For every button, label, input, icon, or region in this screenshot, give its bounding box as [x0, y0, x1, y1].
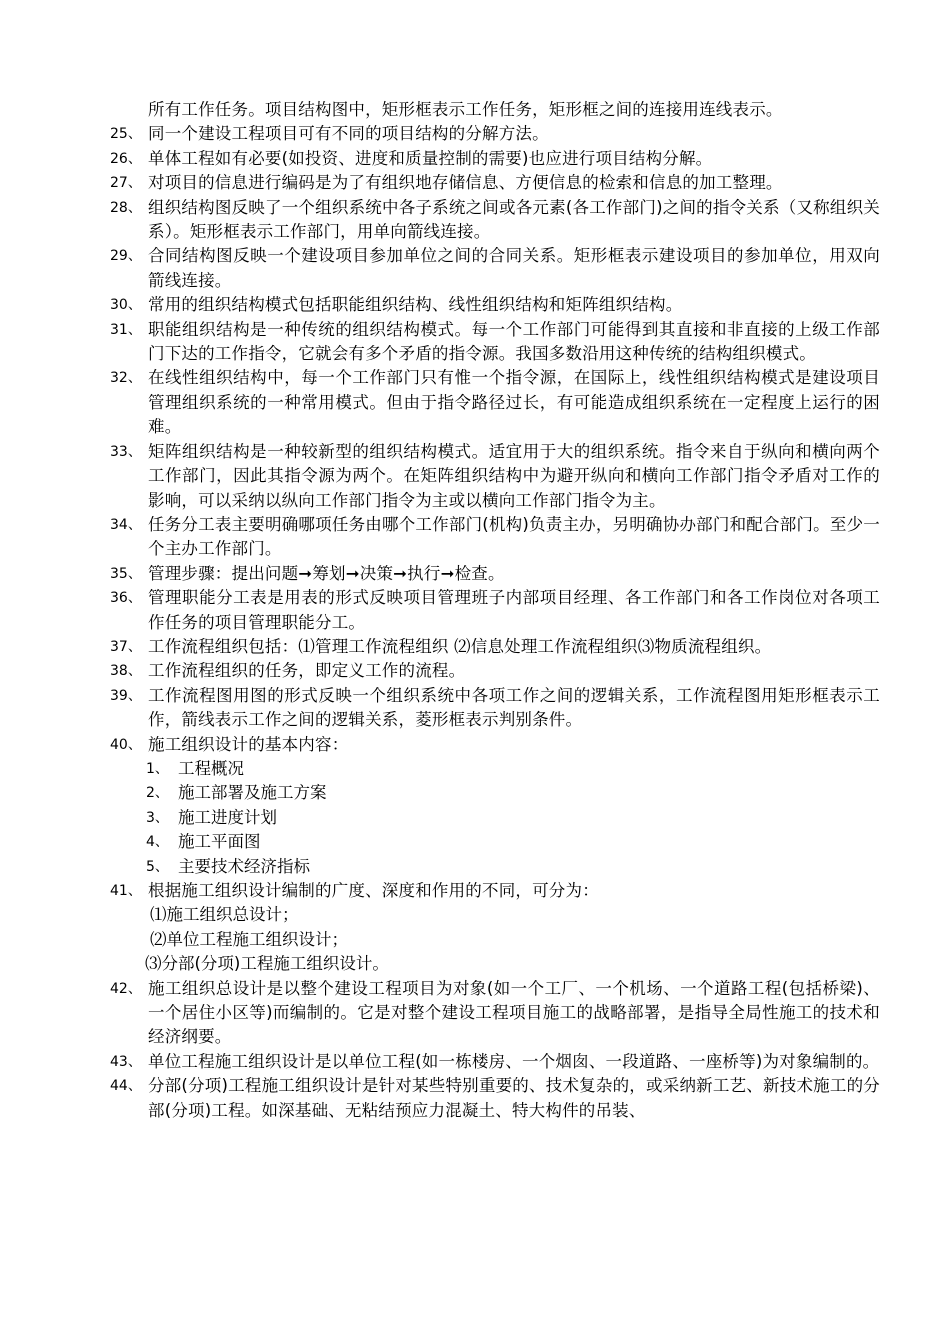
sub-item-text: 施工平面图	[178, 832, 261, 852]
list-item	[0, 171, 950, 195]
sub-item-number: 2、	[146, 785, 169, 802]
item-text: 同一个建设工程项目可有不同的项目结构的分解方法。	[148, 124, 549, 144]
list-item	[0, 513, 950, 562]
list-item	[0, 366, 950, 439]
item-text: 施工组织设计的基本内容：	[148, 734, 349, 754]
list-item	[0, 1074, 950, 1123]
list-item	[0, 977, 950, 1050]
sub-item-number: 1、	[146, 760, 169, 777]
list-item	[0, 244, 950, 293]
item-number: 25、	[110, 126, 142, 143]
item-text: 单体工程如有必要(如投资、进度和质量控制的需要)也应进行项目结构分解。	[148, 148, 713, 168]
item-text: 组织结构图反映了一个组织系统中各子系统之间或各元素(各工作部门)之间的指令关系（又称组织关系）。矩形框表示工作部门，用单向箭线连接。	[148, 197, 880, 242]
list-item	[0, 1050, 950, 1074]
item-number: 41、	[110, 883, 142, 899]
list-item	[0, 879, 950, 903]
list-item	[0, 733, 950, 757]
item-number: 26、	[110, 150, 142, 167]
item-number: 36、	[110, 590, 142, 607]
item-text: 对项目的信息进行编码是为了有组织地存储信息、方便信息的检索和信息的加工整理。	[148, 173, 783, 193]
document-page	[0, 98, 950, 1123]
item-text: 管理职能分工表是用表的形式反映项目管理班子内部项目经理、各工作部门和各工作岗位对各项工作任务的项目管理职能分工。	[148, 588, 880, 632]
item-number: 27、	[110, 175, 142, 192]
sub-list-item: ⑴施工组织总设计；	[150, 905, 299, 925]
item-number: 31、	[110, 321, 142, 338]
list-item	[0, 635, 950, 659]
item-number: 44、	[110, 1078, 142, 1095]
sub-item-text: 工程概况	[178, 758, 244, 778]
item-number: 39、	[110, 687, 142, 704]
item-text: 矩阵组织结构是一种较新型的组织结构模式。适宜用于大的组织系统。指令来自于纵向和横向两个工作部门，因此其指令源为两个。在矩阵组织结构中为避开纵向和横向工作部门指令矛盾对工作的影响，可以采纳以纵向工作部门指令为主或以横向工作部门指令为主。	[148, 441, 880, 510]
item-text: 常用的组织结构模式包括职能组织结构、线性组织结构和矩阵组织结构。	[148, 295, 683, 315]
item-text: 分部(分项)工程施工组织设计是针对某些特别重要的、技术复杂的，或采纳新工艺、新技术施工的分部(分项)工程。如深基础、无粘结预应力混凝土、特大构件的吊装、	[148, 1076, 880, 1120]
list-item	[0, 586, 950, 635]
item-number: 33、	[110, 443, 142, 460]
list-item	[0, 684, 950, 733]
sub-item-text: 主要技术经济指标	[178, 856, 310, 876]
item-text: 施工组织总设计是以整个建设工程项目为对象(如一个工厂、一个机场、一个道路工程(包括桥梁)、一个居住小区等)而编制的。它是对整个建设工程项目施工的战略部署，是指导全局性施工的技术和经济纲要。	[148, 978, 880, 1047]
item-number: 40、	[110, 736, 142, 753]
item-text: 合同结构图反映一个建设项目参加单位之间的合同关系。矩形框表示建设项目的参加单位，用双向箭线连接。	[148, 246, 880, 290]
item-number: 34、	[110, 516, 142, 533]
item-number: 30、	[110, 297, 142, 314]
list-item	[0, 318, 950, 367]
list-item	[0, 293, 950, 317]
item-text: 职能组织结构是一种传统的组织结构模式。每一个工作部门可能得到其直接和非直接的上级工作部门下达的工作指令，它就会有多个矛盾的指令源。我国多数沿用这种传统的结构组织模式。	[148, 319, 880, 364]
sub-item-number: 5、	[146, 858, 169, 875]
sub-list-item: ⑶分部(分项)工程施工组织设计。	[145, 954, 389, 974]
item-number: 29、	[110, 248, 142, 265]
sub-item-number: 3、	[146, 809, 169, 826]
sub-item-text: 施工部署及施工方案	[178, 783, 327, 803]
sub-item-number: 4、	[146, 834, 169, 851]
item-text: 工作流程图用图的形式反映一个组织系统中各项工作之间的逻辑关系，工作流程图用矩形框表示工作，箭线表示工作之间的逻辑关系，菱形框表示判别条件。	[148, 685, 880, 730]
sub-list-item	[0, 806, 950, 830]
sub-list-item	[0, 830, 950, 854]
sub-item-text: 施工进度计划	[178, 807, 277, 827]
sub-list-item	[0, 781, 950, 805]
list-item	[0, 440, 950, 513]
item-text: 在线性组织结构中，每一个工作部门只有惟一个指令源，在国际上，线性组织结构模式是建设项目管理组织系统的一种常用模式。但由于指令路径过长，有可能造成组织系统在一定程度上运行的困难。	[148, 368, 880, 437]
list-item	[0, 147, 950, 171]
item-text: 任务分工表主要明确哪项任务由哪个工作部门(机构)负责主办，另明确协办部门和配合部门。至少一个主办工作部门。	[148, 514, 880, 559]
item-number: 42、	[110, 980, 142, 997]
sub-list-item	[0, 757, 950, 781]
list-item	[0, 122, 950, 146]
item-number: 35、	[110, 565, 142, 582]
item-number: 43、	[110, 1053, 142, 1070]
list-item	[0, 196, 950, 245]
item-text: 单位工程施工组织设计是以单位工程(如一栋楼房、一个烟囱、一段道路、一座桥等)为对象编制的。	[148, 1051, 880, 1071]
sub-list-item	[0, 855, 950, 879]
list-item	[0, 659, 950, 683]
item-number: 28、	[110, 199, 142, 216]
item-number: 37、	[110, 638, 142, 655]
item-text: 管理步骤：提出问题➞筹划➞决策➞执行➞检查。	[148, 563, 505, 583]
item-text: 工作流程组织包括：⑴管理工作流程组织 ⑵信息处理工作流程组织⑶物质流程组织。	[148, 636, 772, 656]
item-text: 根据施工组织设计编制的广度、深度和作用的不同，可分为：	[148, 881, 599, 900]
item-text: 工作流程组织的任务，即定义工作的流程。	[148, 661, 466, 681]
item-number: 32、	[110, 370, 142, 387]
list-item	[0, 562, 950, 586]
item-number: 38、	[110, 663, 142, 680]
continuation-text: 所有工作任务。项目结构图中，矩形框表示工作任务，矩形框之间的连接用连线表示。	[148, 100, 783, 119]
sub-list-item: ⑵单位工程施工组织设计；	[150, 929, 348, 949]
